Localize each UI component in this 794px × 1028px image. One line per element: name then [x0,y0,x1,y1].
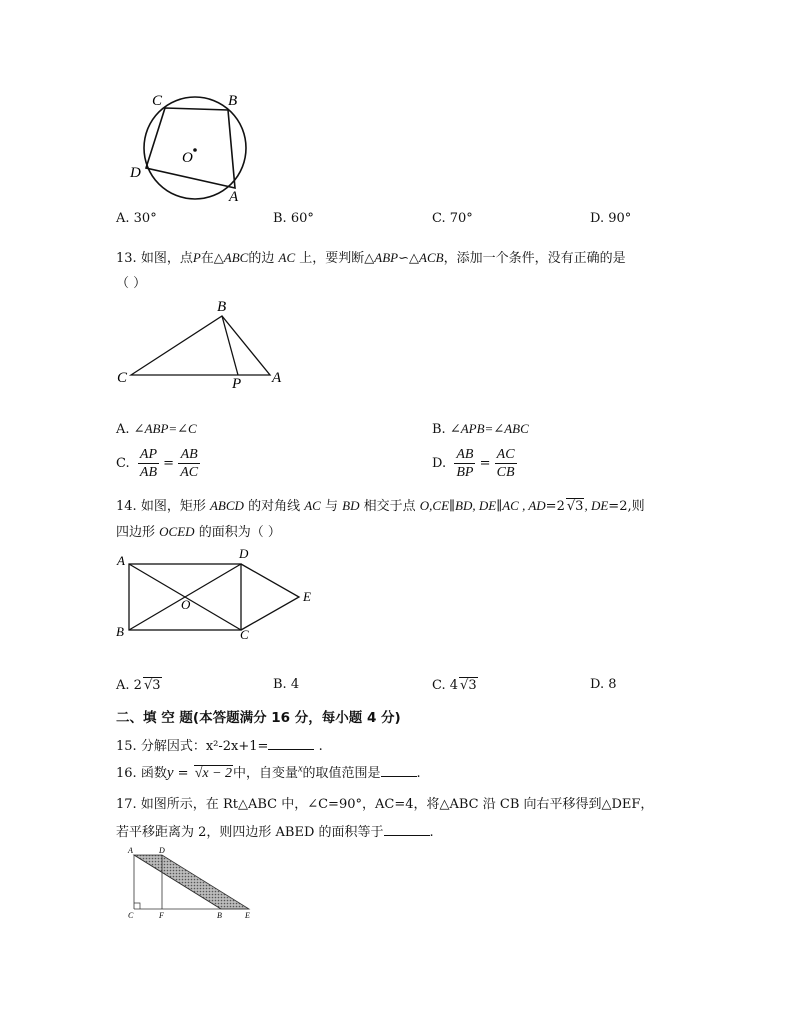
q14-question-line2: 四边形 OCED 的面积为（ ） [116,524,281,540]
q14-option-b: B. 4 [273,677,300,692]
q14-option-a: A. 2 √3 [116,678,161,693]
q13-question-line1: 13. 如图，点P在△ABC的边 AC 上，要判断△ABP∽△ACB，添加一个条件，没有正确的是 [116,250,626,266]
q17-question-line2: 若平移距离为 2，则四边形 ABED 的面积等于 . [116,825,434,840]
q12-label-a: A [229,189,239,205]
q14-question-line1: 14. 如图，矩形 ABCD 的对角线 AC 与 BD 相交于点 O,CE∥BD, DE∥AC , AD=2 √3, DE=2,则 [116,498,645,514]
q17-label-b: B [217,911,222,920]
q13-c-fraction-1: $\frac{AP}{AB}$ [139,447,157,480]
q12-option-a: A. 30° [116,211,157,226]
q14-label-d: D [239,546,249,561]
q17-question-line1: 17. 如图所示，在 Rt△ABC 中，∠C=90°，AC=4，将△ABC 沿 CB 向右平移得到△DEF， [116,797,654,812]
q16-answer-blank[interactable] [381,764,417,777]
q13-triangle-figure [114,296,294,392]
section2-title: 二、填 空 题(本答题满分 16 分，每小题 4 分) [116,710,401,726]
q13-triangle [131,316,270,375]
q14-label-c: C [240,627,249,642]
q13-label-b: B [217,299,227,315]
q17-label-e: E [245,911,250,920]
q12-center-dot [193,148,197,152]
q17-label-d: D [159,846,165,855]
q12-option-d: D. 90° [590,211,632,226]
q15-question: 15. 分解因式：x²-2x+1= . [116,739,323,754]
q13-question-line2: （ ） [116,276,147,291]
q15-answer-blank[interactable] [268,737,314,750]
q12-label-d: D [130,165,141,181]
q13-option-c: C. $\frac{AP}{AB}$ = $\frac{AB}{AC}$ [116,447,199,480]
q12-option-c: C. 70° [432,211,473,226]
q14-segments-de-ce [241,564,299,630]
q14-rectangle-figure [112,545,322,645]
q12-option-b: B. 60° [273,211,314,226]
q13-c-fraction-2: $\frac{AB}{AC}$ [180,447,199,480]
q13-label-c: C [117,370,128,386]
q13-option-d: D. $\frac{AB}{BP}$ = $\frac{AC}{CB}$ [432,447,515,480]
q16-question: 16. 函数y = √x − 2中，自变量$^x$的取值范围是 . [116,763,421,781]
q14-label-e: E [303,589,311,604]
q13-label-a: A [272,370,282,386]
q17-answer-blank[interactable] [384,823,430,836]
q13-d-fraction-1: $\frac{AB}{BP}$ [456,447,474,480]
q12-label-b: B [228,93,238,109]
q13-option-b: B. ∠APB=∠ABC [432,421,529,437]
q12-label-c: C [152,93,163,109]
q12-label-o: O [182,150,193,166]
q13-label-p: P [232,376,242,392]
q17-label-f: F [159,911,164,920]
q17-shaded-abed [134,855,249,909]
q17-right-angle-mark [134,903,140,909]
q14-option-d: D. 8 [590,677,617,692]
q17-segment-ab [134,855,221,909]
q14-label-b: B [116,624,124,639]
q14-label-a: A [117,553,125,568]
q14-label-o: O [181,597,191,612]
q12-circle-figure [128,88,253,208]
q17-label-a: A [128,846,133,855]
q13-option-a: A. ∠ABP=∠C [116,421,197,437]
q17-label-c: C [128,911,134,920]
q12-quadrilateral [146,108,235,188]
q14-option-c: C. 4 √3 [432,678,477,693]
q17-translation-figure [124,845,259,923]
q13-d-fraction-2: $\frac{AC}{CB}$ [496,447,515,480]
